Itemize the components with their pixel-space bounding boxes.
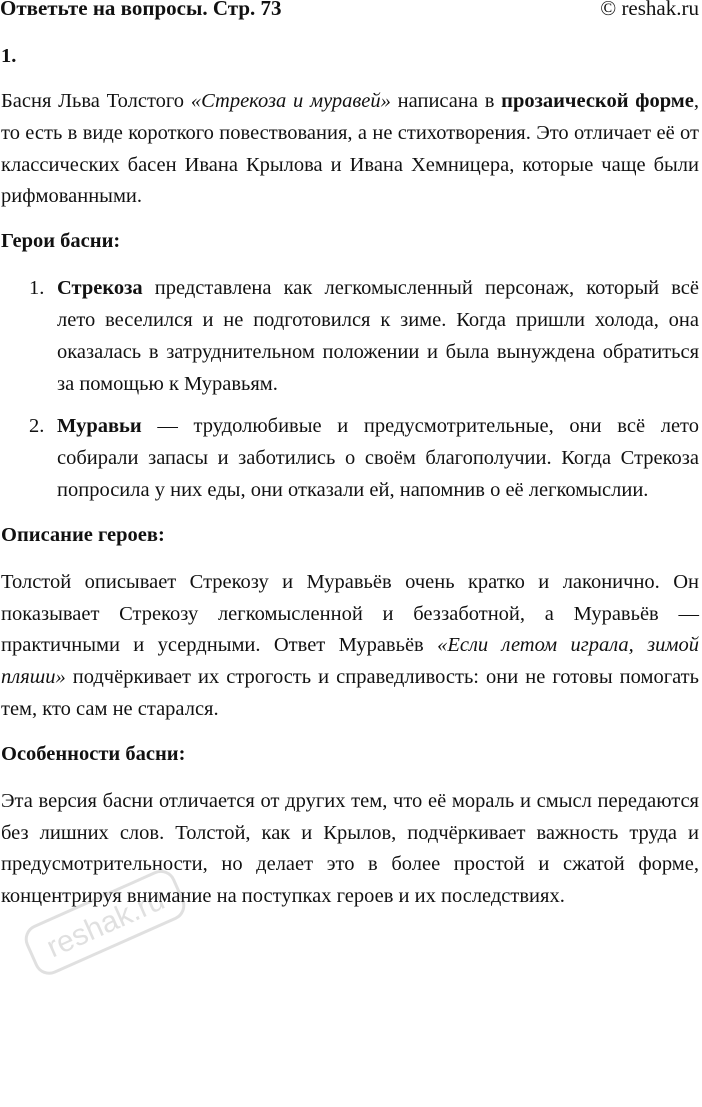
description-text-1: Толстой описывает Стрекозу и Муравьёв очень кратко и лаконично. Он показывает Стрекозу легкомысленной и беззаботной, а Муравьёв — практичными и усердными. Ответ Муравьёв [1, 570, 699, 657]
question-number: 1. [1, 45, 17, 67]
answer-content [1, 42, 699, 921]
list-item [1, 273, 699, 400]
watermark-text: reshak.ru [41, 883, 170, 965]
form-term: прозаической форме [501, 90, 694, 112]
source-label: © reshak.ru [600, 0, 699, 20]
hero-description: — трудолюбивые и предусмотрительные, они всё лето собирали запасы и заботились о своём благополучии. Когда Стрекоза попросила у них еды, они отказали ей, напомнив о её легкомыслии. [57, 415, 699, 501]
description-paragraph [1, 567, 699, 726]
features-heading: Особенности басни: [1, 742, 186, 765]
intro-text-2: написана в [390, 90, 502, 112]
list-item-number: 2. [29, 415, 45, 438]
list-item [1, 411, 699, 506]
page-header [0, 0, 702, 24]
intro-text-1: Басня Льва Толстого [1, 90, 191, 112]
hero-name: Муравьи [57, 415, 142, 438]
list-item-number: 1. [29, 277, 45, 300]
heroes-heading: Герои басни: [1, 230, 121, 253]
hero-description: представлена как легкомысленный персонаж, который всё лето веселился и не подготовился к зиме. Когда пришли холода, она оказалась в затруднительном положении и была вынуждена обратиться за помощью к Муравьям. [57, 277, 699, 395]
features-paragraph: Эта версия басни отличается от других тем, что её мораль и смысл передаются без лишних слов. Толстой, как и Крылов, подчёркивает важность труда и предусмотрительности, но делает это в более простой и сжатой форме, концентрируя внимание на поступках героев и их последствиях. [1, 789, 699, 908]
heroes-list [1, 273, 699, 507]
page-title: Ответьте на вопросы. Стр. 73 [0, 0, 282, 20]
ants-quote: «Если летом играла, зимой пляши» [1, 634, 699, 689]
work-title: «Стрекоза и муравей» [190, 90, 391, 112]
intro-paragraph [1, 86, 699, 213]
description-text-2: подчёркивает их строгость и справедливость: они не готовы помогать тем, кто сам не старался. [1, 666, 699, 720]
hero-name: Стрекоза [57, 277, 143, 300]
description-heading: Описание героев: [1, 523, 165, 546]
intro-text-3: , то есть в виде короткого повествования, а не стихотворения. Это отличает её от классических басен Ивана Крылова и Ивана Хемницера, которые чаще были рифмованными. [1, 90, 699, 208]
